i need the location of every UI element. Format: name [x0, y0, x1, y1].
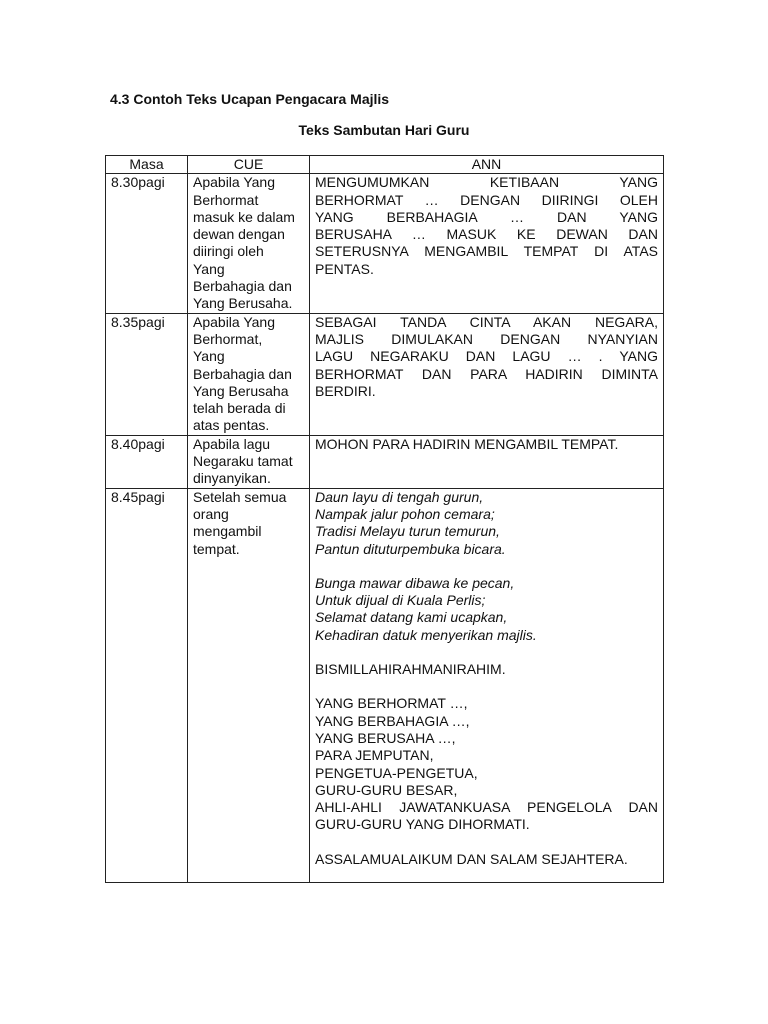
cue-line: Apabila lagu — [193, 435, 271, 452]
ann-line: SEBAGAI TANDA CINTA AKAN NEGARA, — [315, 313, 658, 330]
greeting-line: YANG BERHORMAT …, — [315, 695, 468, 712]
ann-line: LAGU NEGARAKU DAN LAGU … . YANG — [315, 348, 658, 365]
ann-line: YANG BERBAHAGIA … DAN YANG — [315, 208, 658, 225]
pantun-line: Untuk dijual di Kuala Perlis; — [315, 592, 486, 609]
document-title: Teks Sambutan Hari Guru — [298, 122, 470, 138]
table-row — [106, 435, 664, 488]
pantun-line: Bunga mawar dibawa ke pecan, — [315, 574, 515, 591]
ann-line: MAJLIS DIMULAKAN DENGAN NYANYIAN — [315, 330, 658, 347]
greeting-line: AHLI-AHLI JAWATANKUASA PENGELOLA DAN — [315, 799, 658, 816]
ann-line: MENGUMUMKAN KETIBAAN YANG — [315, 174, 658, 191]
masa-cell: 8.30pagi — [106, 174, 188, 313]
cue-line: orang — [193, 505, 229, 522]
table-row — [106, 488, 664, 882]
cue-line: tempat. — [193, 540, 240, 557]
pantun-stanza-1 — [315, 489, 658, 558]
greeting-line: PARA JEMPUTAN, — [315, 747, 434, 764]
cue-line: mengambil — [193, 523, 262, 540]
table-header-row — [106, 156, 664, 174]
ann-line: MOHON PARA HADIRIN MENGAMBIL TEMPAT. — [315, 435, 619, 452]
section-heading: 4.3 Contoh Teks Ucapan Pengacara Majlis — [110, 91, 390, 107]
ann-cell — [310, 435, 664, 488]
header-ann: ANN — [310, 156, 664, 174]
ann-line: BERDIRI. — [315, 382, 376, 399]
cue-line: dinyanyikan. — [193, 470, 271, 487]
ann-line: BERUSAHA … MASUK KE DEWAN DAN — [315, 226, 658, 243]
greeting-line: PENGETUA-PENGETUA, — [315, 764, 478, 781]
table-row — [106, 313, 664, 435]
masa-cell: 8.35pagi — [106, 313, 188, 435]
cue-line: masuk ke dalam — [193, 208, 295, 225]
cue-line: atas pentas. — [193, 417, 270, 434]
ann-line: PENTAS. — [315, 260, 374, 277]
salam-line: ASSALAMUALAIKUM DAN SALAM SEJAHTERA. — [315, 850, 628, 867]
pantun-line: Tradisi Melayu turun temurun, — [315, 523, 500, 540]
pantun-line: Daun layu di tengah gurun, — [315, 488, 484, 505]
pantun-line: Selamat datang kami ucapkan, — [315, 609, 508, 626]
cue-line: Yang — [193, 348, 225, 365]
greeting-line: YANG BERBAHAGIA …, — [315, 712, 470, 729]
ann-cell — [310, 488, 664, 882]
header-cue: CUE — [188, 156, 310, 174]
ann-cell — [310, 174, 664, 313]
pantun-line: Kehadiran datuk menyerikan majlis. — [315, 626, 537, 643]
cue-line: Setelah semua — [193, 488, 287, 505]
bismillah-paragraph — [315, 661, 658, 678]
header-masa: Masa — [106, 156, 188, 174]
pantun-stanza-2 — [315, 575, 658, 644]
greeting-line: YANG BERUSAHA …, — [315, 729, 456, 746]
cue-cell — [188, 174, 310, 313]
masa-cell: 8.45pagi — [106, 488, 188, 882]
cue-line: Berbahagia dan — [193, 278, 292, 295]
masa-cell: 8.40pagi — [106, 435, 188, 488]
bismillah-line: BISMILLAHIRAHMANIRAHIM. — [315, 661, 506, 678]
ann-line: SETERUSNYA MENGAMBIL TEMPAT DI ATAS — [315, 243, 658, 260]
cue-line: diiringi oleh — [193, 243, 264, 260]
cue-line: Yang Berusaha — [193, 382, 289, 399]
cue-line: Berhormat — [193, 191, 259, 208]
greeting-line: GURU-GURU YANG DIHORMATI. — [315, 816, 530, 833]
pantun-line: Nampak jalur pohon cemara; — [315, 505, 495, 522]
cue-line: Negaraku tamat — [193, 453, 293, 470]
table-row — [106, 174, 664, 313]
salam-paragraph — [315, 851, 658, 868]
cue-line: Apabila Yang — [193, 174, 275, 191]
cue-cell — [188, 313, 310, 435]
greeting-line: GURU-GURU BESAR, — [315, 781, 458, 798]
cue-line: Apabila Yang — [193, 313, 275, 330]
cue-cell — [188, 488, 310, 882]
ann-cell — [310, 313, 664, 435]
cue-line: telah berada di — [193, 400, 286, 417]
cue-line: dewan dengan — [193, 226, 285, 243]
emcee-script-table — [105, 155, 664, 883]
greetings-block — [315, 695, 658, 833]
ann-line: BERHORMAT … DENGAN DIIRINGI OLEH — [315, 191, 658, 208]
cue-line: Yang Berusaha. — [193, 295, 293, 312]
pantun-line: Pantun dituturpembuka bicara. — [315, 540, 506, 557]
cue-line: Berbahagia dan — [193, 365, 292, 382]
cue-line: Yang — [193, 260, 225, 277]
cue-line: Berhormat, — [193, 330, 263, 347]
cue-cell — [188, 435, 310, 488]
ann-line: BERHORMAT DAN PARA HADIRIN DIMINTA — [315, 365, 658, 382]
